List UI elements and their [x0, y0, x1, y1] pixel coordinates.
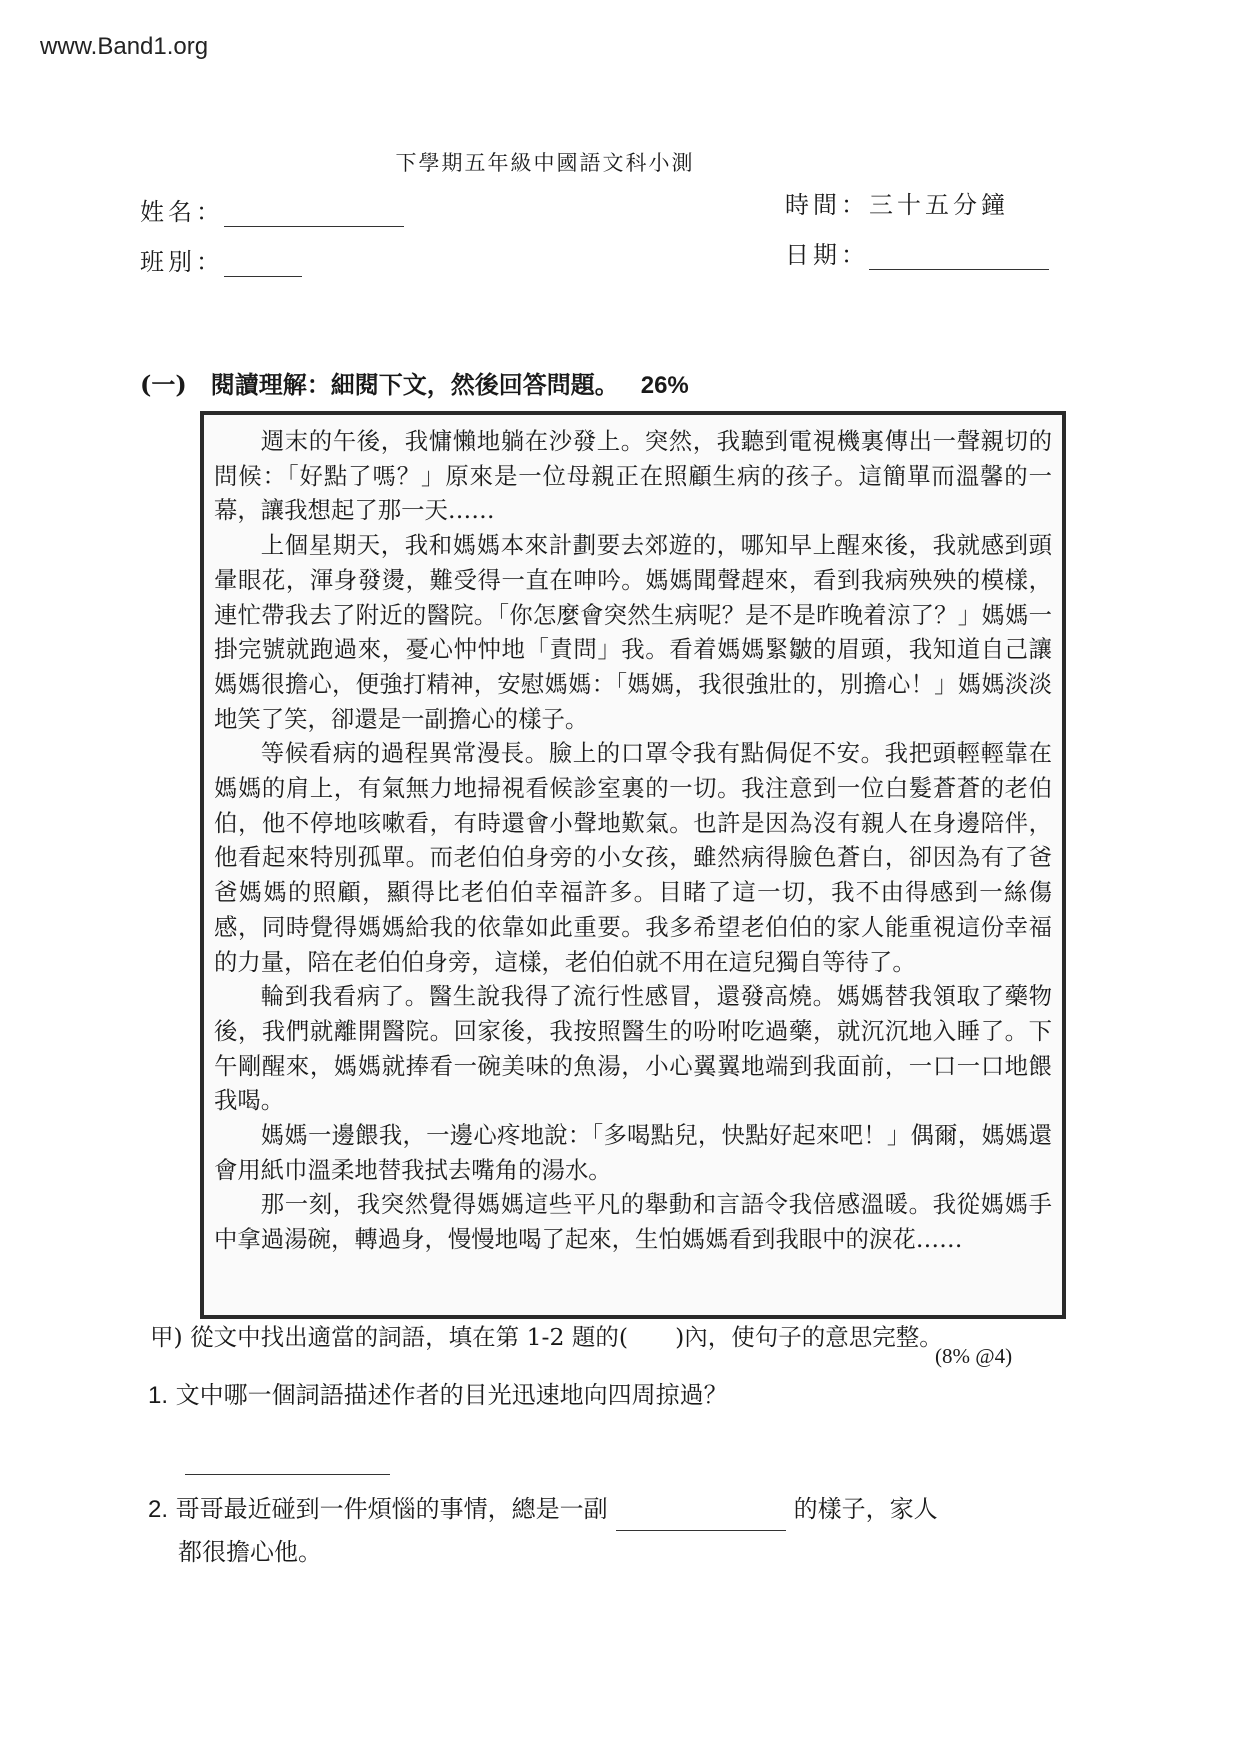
class-label: 班別： — [140, 248, 224, 276]
section-title: (一) 閱讀理解：細閱下文，然後回答問題。 — [140, 370, 619, 399]
name-field — [140, 192, 404, 227]
section-percent: 26% — [640, 372, 689, 399]
question-2 — [148, 1488, 938, 1573]
question-instruction: 甲) 從文中找出適當的詞語，填在第 1-2 題的( )內，使句子的意思完整。 — [150, 1323, 943, 1351]
question-text-line2: 都很擔心他。 — [178, 1538, 322, 1566]
passage-paragraph: 等候看病的過程異常漫長。臉上的口罩令我有點侷促不安。我把頭輕輕靠在媽媽的肩上，有氣無力地掃視看候診室裏的一切。我注意到一位白髮蒼蒼的老伯伯，他不停地咳嗽看，有時還會小聲地歎氣。也許是因為沒有親人在身邊陪伴，他看起來特別孤單。而老伯伯身旁的小女孩，雖然病得臉色蒼白，卻因為有了爸爸媽媽的照顧，顯得比老伯伯幸福許多。目睹了這一切，我不由得感到一絲傷感，同時覺得媽媽給我的依靠如此重要。我多希望老伯伯的家人能重視這份幸福的力量，陪在老伯伯身旁，這樣，老伯伯就不用在這兒獨自等待了。 — [214, 739, 1052, 976]
time-label: 時間：三十五分鐘 — [785, 191, 1009, 219]
question-1-answer-line[interactable] — [185, 1474, 390, 1475]
passage-paragraph: 那一刻，我突然覺得媽媽這些平凡的舉動和言語令我倍感溫暖。我從媽媽手中拿過湯碗，轉過身，慢慢地喝了起來，生怕媽媽看到我眼中的淚花…… — [214, 1190, 1052, 1254]
question-1 — [148, 1374, 728, 1417]
date-field — [785, 235, 1049, 270]
passage-paragraph: 週末的午後，我慵懶地躺在沙發上。突然，我聽到電視機裏傳出一聲親切的問候：「好點了嗎？」原來是一位母親正在照顧生病的孩子。這簡單而溫馨的一幕，讓我想起了那一天…… — [214, 427, 1052, 525]
passage-paragraph: 上個星期天，我和媽媽本來計劃要去郊遊的，哪知早上醒來後，我就感到頭暈眼花，渾身發燙，難受得一直在呻吟。媽媽聞聲趕來，看到我病殃殃的模樣，連忙帶我去了附近的醫院。「你怎麼會突然生病呢？是不是昨晚着涼了？」媽媽一掛完號就跑過來，憂心忡忡地「責問」我。看着媽媽緊皺的眉頭，我知道自己讓媽媽很擔心，便強打精神，安慰媽媽：「媽媽，我很強壯的，別擔心！」媽媽淡淡地笑了笑，卻還是一副擔心的樣子。 — [214, 531, 1052, 733]
question-number: 2. — [148, 1496, 169, 1523]
question-2-answer-blank[interactable] — [616, 1500, 786, 1531]
reading-passage — [200, 411, 1066, 1319]
website-watermark: www.Band1.org — [40, 33, 209, 60]
question-text: 文中哪一個詞語描述作者的目光迅速地向四周掠過？ — [175, 1381, 728, 1409]
name-label: 姓名： — [140, 198, 224, 226]
question-text-before: 哥哥最近碰到一件煩惱的事情，總是一副 — [175, 1495, 608, 1523]
question-text-after: 的樣子，家人 — [793, 1495, 938, 1523]
date-label: 日期： — [785, 241, 869, 269]
class-blank[interactable] — [224, 240, 302, 277]
name-blank[interactable] — [224, 196, 404, 227]
time-field — [785, 185, 1009, 220]
class-field — [140, 240, 302, 277]
passage-paragraph: 媽媽一邊餵我，一邊心疼地說：「多喝點兒，快點好起來吧！」偶爾，媽媽還會用紙巾溫柔地替我拭去嘴角的湯水。 — [214, 1121, 1052, 1184]
section-heading — [140, 365, 689, 400]
page-title: 下學期五年級中國語文科小測 — [395, 151, 695, 175]
date-blank[interactable] — [869, 243, 1049, 270]
passage-paragraph: 輪到我看病了。醫生說我得了流行性感冒，還發高燒。媽媽替我領取了藥物後，我們就離開醫院。回家後，我按照醫生的吩咐吃過藥，就沉沉地入睡了。下午剛醒來，媽媽就捧看一碗美味的魚湯，小心翼翼地端到我面前，一口一口地餵我喝。 — [214, 982, 1052, 1115]
question-number: 1. — [148, 1382, 169, 1409]
score-note: (8% @4) — [935, 1344, 1013, 1368]
